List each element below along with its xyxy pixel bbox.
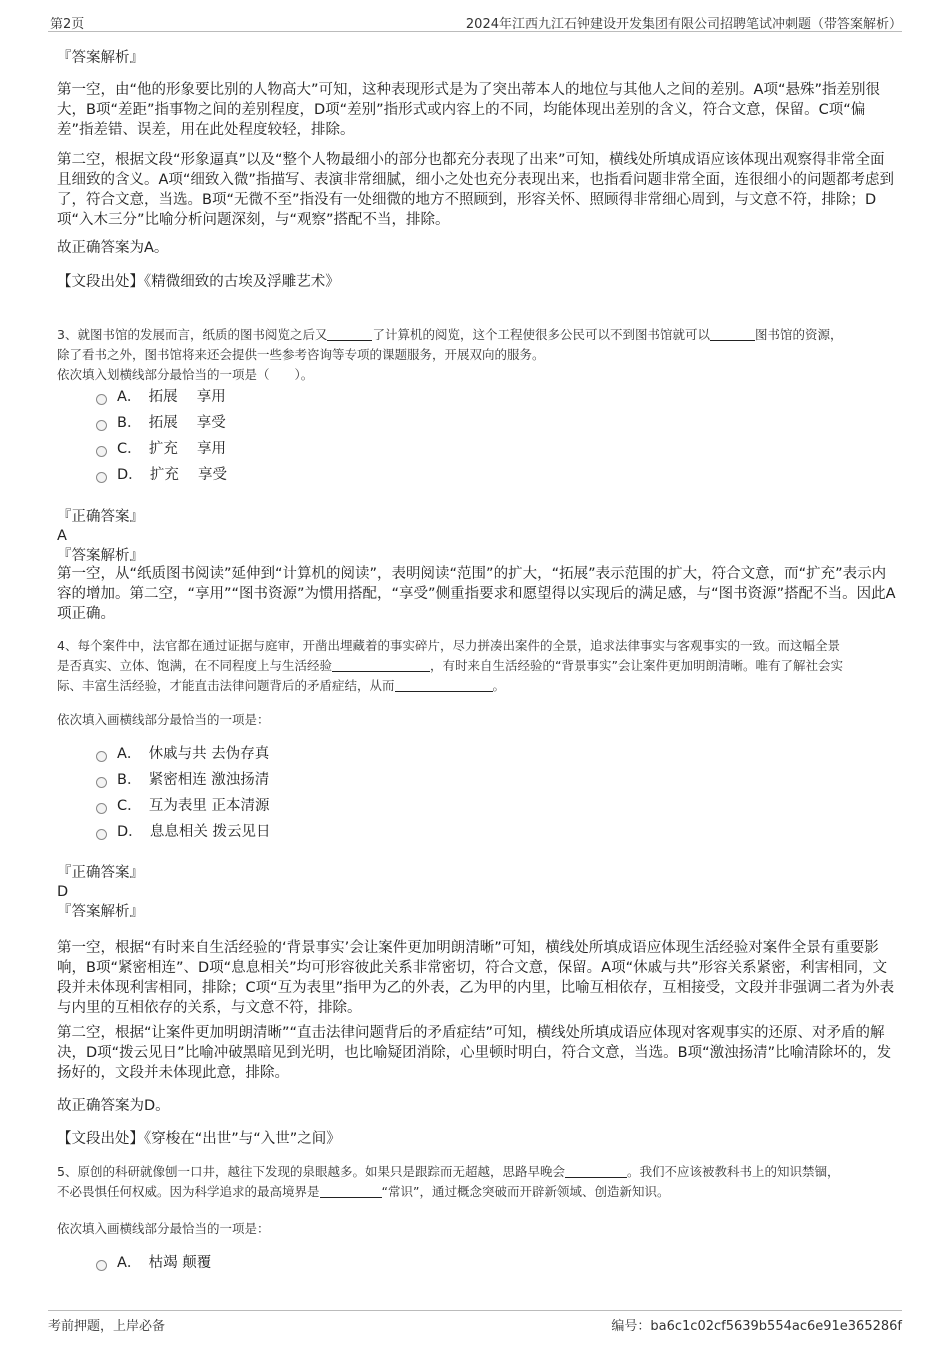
q4-answer-label: 『正确答案』 xyxy=(57,865,144,881)
document-title: 2024年江西九江石钟建设开发集团有限公司招聘笔试冲刺题（带答案解析） xyxy=(465,17,902,32)
q4-analysis-p2: 第二空，根据“让案件更加明朗清晰”“直击法律问题背后的矛盾症结”可知，横线处所填成语应体现对客观事实的还原、对矛盾的解决，D项“拨云见日”比喻冲破黑暗见到光明，也比喻疑团消除，心里顿时明白，符合文意，当选。B项“激浊扬清”比喻清除坏的，发扬好的，文段并未体现此意，排除。 xyxy=(57,1025,892,1081)
q4-instruction: 依次填入画横线部分最恰当的一项是： xyxy=(57,712,270,727)
q4-option-b[interactable]: B． 紧密相连 激浊扬清 xyxy=(96,770,269,790)
q2-analysis-p2: 第二空，根据文段“形象逼真”以及“整个人物最细小的部分也都充分表现了出来”可知，横线处所填成语应该体现出观察得非常全面且细致的含义。A项“细致入微”指描写、表演非常细腻，细小之处也充分表现出来，也指看问题非常全面，连很细小的问题都考虑到了，符合文意，当选。B项“无微不至”指没有一处细微的地方不照顾到，形容关怀、照顾得非常细心周到，与文意不符，排除；D项“入木三分”比喻分析问题深刻，与“观察”搭配不当，排除。 xyxy=(57,152,894,228)
radio-icon[interactable] xyxy=(96,777,107,788)
radio-icon[interactable] xyxy=(96,751,107,762)
q3-option-c[interactable]: C． 扩充 享用 xyxy=(96,439,226,459)
page-header xyxy=(0,0,950,30)
q2-source: 【文段出处】《精微细致的古埃及浮雕艺术》 xyxy=(57,274,340,290)
blank-line xyxy=(395,677,493,692)
q4-stem: 4、每个案件中，法官都在通过证据与庭审，开凿出埋藏着的事实碎片，尽力拼凑出案件的全景，追求法律事实与客观事实的一致。而这幅全景 是否真实、立体、饱满，在不同程度上与生活经验 ，有时来自生活经验的“背景事实”会让案件更加明朗清晰。唯有了解社会实 际、丰富生活经验，才能直击法律问题背后的矛盾症结，从而 。 xyxy=(57,638,843,693)
page-footer xyxy=(0,1305,950,1345)
blank-line xyxy=(320,1183,382,1198)
q2-analysis-label: 『答案解析』 xyxy=(57,50,144,66)
q4-analysis-p1: 第一空，根据“有时来自生活经验的‘背景事实’会让案件更加明朗清晰”可知，横线处所填成语应体现生活经验对案件全景有重要影响，B项“紧密相连”、D项“息息相关”均可形容彼此关系非常密切，符合文意，保留。A项“休戚与共”形容关系紧密，利害相同，文段并未体现利害相同，排除；C项“互为表里”指甲为乙的外表，乙为甲的内里，比喻互相依存，互相接受，文段并非强调二者为外表与内里的互相依存的关系，与文意不符，排除。 xyxy=(57,940,895,1016)
radio-icon[interactable] xyxy=(96,803,107,814)
q3-answer: A xyxy=(57,528,67,544)
q4-source: 【文段出处】《穿梭在“出世”与“入世”之间》 xyxy=(57,1131,341,1147)
q3-option-b[interactable]: B． 拓展 享受 xyxy=(96,413,226,433)
q4-analysis-label: 『答案解析』 xyxy=(57,904,144,920)
q3-option-a[interactable]: A． 拓展 享用 xyxy=(96,387,226,407)
q4-answer: D xyxy=(57,884,69,900)
q5-instruction: 依次填入画横线部分最恰当的一项是： xyxy=(57,1221,270,1236)
q3-analysis-label: 『答案解析』 xyxy=(57,548,144,564)
q5-option-a[interactable]: A． 枯竭 颠覆 xyxy=(96,1253,211,1273)
footer-slogan: 考前押题，上岸必备 xyxy=(48,1319,166,1334)
document-id: 编号：ba6c1c02cf5639b554ac6e91e365286f xyxy=(611,1319,902,1334)
q3-option-d[interactable]: D． 扩充 享受 xyxy=(96,465,227,485)
q4-conclusion: 故正确答案为D。 xyxy=(57,1098,170,1114)
q3-answer-label: 『正确答案』 xyxy=(57,509,144,525)
q3-analysis: 第一空，从“纸质图书阅读”延伸到“计算机的阅读”，表明阅读“范围”的扩大，“拓展”表示范围的扩大，符合文意，而“扩充”表示内容的增加。第二空，“享用”“图书资源”为惯用搭配，“享受”侧重指要求和愿望得以实现后的满足感，与“图书资源”搭配不当。因此A项正确。 xyxy=(57,566,896,622)
radio-icon[interactable] xyxy=(96,420,107,431)
blank-line xyxy=(565,1163,627,1178)
q5-stem: 5、原创的科研就像刨一口井，越往下发现的泉眼越多。如果只是跟踪而无超越，思路早晚会 。我们不应该被教科书上的知识禁锢， 不必畏惧任何权威。因为科学追求的最高境界是 “常识”，通过概念突破而开辟新领域、创造新知识。 xyxy=(57,1164,840,1199)
blank-line xyxy=(327,326,372,341)
q4-option-d[interactable]: D． 息息相关 拨云见日 xyxy=(96,822,271,842)
q2-analysis-p1: 第一空，由“他的形象要比别的人物高大”可知，这种表现形式是为了突出蒂本人的地位与其他人之间的差别。A项“悬殊”指差别很大，B项“差距”指事物之间的差别程度，D项“差别”指形式或内容上的不同，均能体现出差别的含义，符合文意，保留。C项“偏差”指差错、误差，用在此处程度较轻，排除。 xyxy=(57,82,880,138)
header-divider xyxy=(48,31,902,32)
q3-stem: 3、就图书馆的发展而言，纸质的图书阅览之后又 了计算机的阅览，这个工程使很多公民可以不到图书馆就可以 图书馆的资源， 除了看书之外，图书馆将来还会提供一些参考咨询等专项的课题服务，开展双向的服务。 依次填入划横线部分最恰当的一项是（ ）。 xyxy=(57,327,843,382)
footer-divider xyxy=(48,1310,902,1311)
radio-icon[interactable] xyxy=(96,829,107,840)
page-number: 第2页 xyxy=(50,17,85,32)
q4-option-a[interactable]: A． 休戚与共 去伪存真 xyxy=(96,744,269,764)
radio-icon[interactable] xyxy=(96,1260,107,1271)
q4-option-c[interactable]: C． 互为表里 正本清源 xyxy=(96,796,269,816)
q2-conclusion: 故正确答案为A。 xyxy=(57,240,169,256)
radio-icon[interactable] xyxy=(96,472,107,483)
blank-line xyxy=(710,326,755,341)
blank-line xyxy=(332,657,430,672)
radio-icon[interactable] xyxy=(96,394,107,405)
radio-icon[interactable] xyxy=(96,446,107,457)
